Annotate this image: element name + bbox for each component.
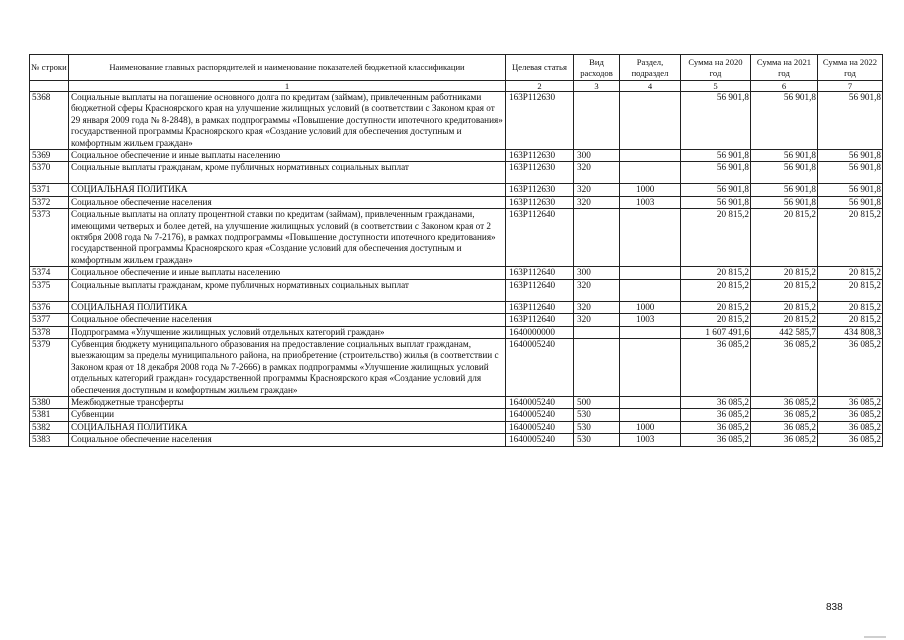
section-cell: 1000	[620, 301, 681, 313]
row-name-cell: Субвенции	[69, 409, 506, 421]
column-number-row	[30, 81, 883, 92]
column-number: 3	[574, 81, 620, 92]
expense-type-cell: 320	[574, 314, 620, 326]
sum-2020-cell: 56 901,8	[681, 150, 751, 162]
row-name-cell: Социальные выплаты гражданам, кроме публичных нормативных социальных выплат	[69, 279, 506, 301]
row-number-cell: 5377	[30, 314, 69, 326]
row-name-cell: Социальные выплаты гражданам, кроме публичных нормативных социальных выплат	[69, 162, 506, 184]
sum-2020-cell: 56 901,8	[681, 184, 751, 196]
sum-2022-cell: 36 085,2	[818, 434, 883, 446]
sum-2022-cell: 20 815,2	[818, 279, 883, 301]
sum-2022-cell: 56 901,8	[818, 92, 883, 150]
sum-2022-cell: 56 901,8	[818, 162, 883, 184]
row-name-cell: Социальное обеспечение населения	[69, 314, 506, 326]
row-name-cell: Социальные выплаты на погашение основного долга по кредитам (займам), привлеченным работниками бюджетной сферы Красноярского края на улучшение жилищных условий (в соответствии с Законом края от 29 января 2009 года № 8-2848), в рамках подпрограммы «Повышение доступности ипотечного кредитования» государственной программы Красноярского края «Создание условий для обеспечения доступным и комфортным жильем граждан»	[69, 92, 506, 150]
table-row	[30, 434, 883, 446]
header-num: № строки	[30, 55, 69, 81]
target-article-cell: 1640005240	[506, 409, 574, 421]
column-number: 6	[751, 81, 818, 92]
expense-type-cell: 530	[574, 434, 620, 446]
expense-type-cell: 300	[574, 267, 620, 279]
sum-2022-cell: 56 901,8	[818, 184, 883, 196]
row-number-cell: 5380	[30, 396, 69, 408]
row-name-cell: СОЦИАЛЬНАЯ ПОЛИТИКА	[69, 184, 506, 196]
sum-2021-cell: 36 085,2	[751, 338, 818, 396]
row-number-cell: 5381	[30, 409, 69, 421]
row-number-cell: 5378	[30, 326, 69, 338]
expense-type-cell	[574, 209, 620, 267]
sum-2020-cell: 20 815,2	[681, 209, 751, 267]
header-code: Целевая статья	[506, 55, 574, 81]
expense-type-cell: 530	[574, 421, 620, 433]
column-number: 4	[620, 81, 681, 92]
expense-type-cell: 500	[574, 396, 620, 408]
table-row	[30, 301, 883, 313]
row-name-cell: СОЦИАЛЬНАЯ ПОЛИТИКА	[69, 421, 506, 433]
section-cell	[620, 267, 681, 279]
sum-2022-cell: 20 815,2	[818, 301, 883, 313]
section-cell: 1003	[620, 196, 681, 208]
table-row	[30, 421, 883, 433]
sum-2020-cell: 36 085,2	[681, 396, 751, 408]
table-row	[30, 338, 883, 396]
table-row	[30, 267, 883, 279]
sum-2022-cell: 36 085,2	[818, 421, 883, 433]
target-article-cell: 163Р112630	[506, 196, 574, 208]
table-row	[30, 314, 883, 326]
column-number: 7	[818, 81, 883, 92]
sum-2020-cell: 56 901,8	[681, 196, 751, 208]
sum-2021-cell: 56 901,8	[751, 196, 818, 208]
sum-2021-cell: 56 901,8	[751, 150, 818, 162]
sum-2020-cell: 36 085,2	[681, 421, 751, 433]
target-article-cell: 163Р112640	[506, 314, 574, 326]
section-cell: 1003	[620, 434, 681, 446]
row-number-cell: 5373	[30, 209, 69, 267]
column-number	[30, 81, 69, 92]
row-number-cell: 5376	[30, 301, 69, 313]
row-name-cell: Социальные выплаты на оплату процентной ставки по кредитам (займам), привлеченным гражданами, имеющими четверых и более детей, на улучшение жилищных условий (в соответствии с Законом края от 2 октября 2008 года № 7-2176), в рамках подпрограммы «Повышение доступности ипотечного кредитования» государственной программы Красноярского края «Создание условий для обеспечения доступным и комфортным жильем граждан»	[69, 209, 506, 267]
expense-type-cell	[574, 92, 620, 150]
table-row	[30, 326, 883, 338]
header-name: Наименование главных распорядителей и наименование показателей бюджетной классификации	[69, 55, 506, 81]
expense-type-cell: 320	[574, 279, 620, 301]
section-cell	[620, 338, 681, 396]
section-cell: 1000	[620, 421, 681, 433]
sum-2020-cell: 20 815,2	[681, 267, 751, 279]
target-article-cell: 163Р112630	[506, 92, 574, 150]
sum-2022-cell: 36 085,2	[818, 338, 883, 396]
table-row	[30, 162, 883, 184]
table-body	[30, 92, 883, 447]
target-article-cell: 163Р112630	[506, 162, 574, 184]
sum-2022-cell: 20 815,2	[818, 209, 883, 267]
target-article-cell: 163Р112630	[506, 184, 574, 196]
row-number-cell: 5375	[30, 279, 69, 301]
table-row	[30, 150, 883, 162]
sum-2021-cell: 36 085,2	[751, 421, 818, 433]
sum-2021-cell: 56 901,8	[751, 92, 818, 150]
target-article-cell: 163Р112630	[506, 150, 574, 162]
sum-2022-cell: 36 085,2	[818, 396, 883, 408]
row-number-cell: 5374	[30, 267, 69, 279]
row-number-cell: 5382	[30, 421, 69, 433]
row-number-cell: 5368	[30, 92, 69, 150]
sum-2021-cell: 442 585,7	[751, 326, 818, 338]
section-cell	[620, 150, 681, 162]
row-name-cell: Субвенция бюджету муниципального образования на предоставление социальных выплат гражданам, выезжающим за пределы муниципального района, на приобретение (строительство) жилья (в соответствии с Законом края от 18 декабря 2008 года № 7-2666) в рамках подпрограммы «Улучшение жилищных условий отдельных категорий граждан» государственной программы Красноярского края «Создание условий для обеспечения доступным и комфортным жильем граждан»	[69, 338, 506, 396]
sum-2022-cell: 56 901,8	[818, 150, 883, 162]
target-article-cell: 163Р112640	[506, 209, 574, 267]
expense-type-cell: 320	[574, 162, 620, 184]
table-row	[30, 92, 883, 150]
sum-2021-cell: 20 815,2	[751, 267, 818, 279]
sum-2022-cell: 56 901,8	[818, 196, 883, 208]
row-name-cell: СОЦИАЛЬНАЯ ПОЛИТИКА	[69, 301, 506, 313]
section-cell: 1003	[620, 314, 681, 326]
target-article-cell: 163Р112640	[506, 267, 574, 279]
row-name-cell: Межбюджетные трансферты	[69, 396, 506, 408]
section-cell: 1000	[620, 184, 681, 196]
page-number: 838	[826, 602, 843, 613]
expense-type-cell: 320	[574, 301, 620, 313]
sum-2020-cell: 36 085,2	[681, 338, 751, 396]
header-vid: Вид расходов	[574, 55, 620, 81]
sum-2022-cell: 20 815,2	[818, 267, 883, 279]
expense-type-cell: 320	[574, 196, 620, 208]
row-name-cell: Социальное обеспечение населения	[69, 434, 506, 446]
target-article-cell: 1640005240	[506, 434, 574, 446]
table-row	[30, 409, 883, 421]
sum-2020-cell: 36 085,2	[681, 434, 751, 446]
target-article-cell: 1640005240	[506, 396, 574, 408]
sum-2021-cell: 56 901,8	[751, 184, 818, 196]
table-row	[30, 184, 883, 196]
row-name-cell: Социальное обеспечение населения	[69, 196, 506, 208]
header-sum-2022: Сумма на 2022 год	[818, 55, 883, 81]
sum-2020-cell: 36 085,2	[681, 409, 751, 421]
sum-2022-cell: 20 815,2	[818, 314, 883, 326]
row-number-cell: 5371	[30, 184, 69, 196]
sum-2021-cell: 20 815,2	[751, 301, 818, 313]
target-article-cell: 163Р112640	[506, 279, 574, 301]
section-cell	[620, 396, 681, 408]
target-article-cell: 1640005240	[506, 421, 574, 433]
row-number-cell: 5379	[30, 338, 69, 396]
section-cell	[620, 162, 681, 184]
sum-2020-cell: 20 815,2	[681, 314, 751, 326]
scan-edge-mark	[864, 636, 886, 638]
section-cell	[620, 209, 681, 267]
sum-2022-cell: 36 085,2	[818, 409, 883, 421]
expense-type-cell	[574, 326, 620, 338]
header-sum-2020: Сумма на 2020 год	[681, 55, 751, 81]
row-number-cell: 5372	[30, 196, 69, 208]
expense-type-cell	[574, 338, 620, 396]
sum-2021-cell: 20 815,2	[751, 209, 818, 267]
table-row	[30, 209, 883, 267]
sum-2021-cell: 20 815,2	[751, 279, 818, 301]
row-number-cell: 5370	[30, 162, 69, 184]
sum-2022-cell: 434 808,3	[818, 326, 883, 338]
table-row	[30, 279, 883, 301]
target-article-cell: 1640000000	[506, 326, 574, 338]
row-name-cell: Социальное обеспечение и иные выплаты населению	[69, 267, 506, 279]
section-cell	[620, 279, 681, 301]
column-number: 5	[681, 81, 751, 92]
row-number-cell: 5383	[30, 434, 69, 446]
section-cell	[620, 326, 681, 338]
column-number: 2	[506, 81, 574, 92]
sum-2020-cell: 1 607 491,6	[681, 326, 751, 338]
header-razdel: Раздел, подраздел	[620, 55, 681, 81]
sum-2021-cell: 36 085,2	[751, 434, 818, 446]
expense-type-cell: 300	[574, 150, 620, 162]
target-article-cell: 1640005240	[506, 338, 574, 396]
target-article-cell: 163Р112640	[506, 301, 574, 313]
sum-2020-cell: 56 901,8	[681, 92, 751, 150]
section-cell	[620, 92, 681, 150]
header-row	[30, 55, 883, 81]
header-sum-2021: Сумма на 2021 год	[751, 55, 818, 81]
sum-2021-cell: 36 085,2	[751, 396, 818, 408]
expense-type-cell: 320	[574, 184, 620, 196]
row-number-cell: 5369	[30, 150, 69, 162]
sum-2021-cell: 20 815,2	[751, 314, 818, 326]
row-name-cell: Подпрограмма «Улучшение жилищных условий отдельных категорий граждан»	[69, 326, 506, 338]
sum-2020-cell: 56 901,8	[681, 162, 751, 184]
sum-2020-cell: 20 815,2	[681, 301, 751, 313]
table-row	[30, 196, 883, 208]
expense-type-cell: 530	[574, 409, 620, 421]
row-name-cell: Социальное обеспечение и иные выплаты населению	[69, 150, 506, 162]
sum-2020-cell: 20 815,2	[681, 279, 751, 301]
sum-2021-cell: 36 085,2	[751, 409, 818, 421]
column-number: 1	[69, 81, 506, 92]
budget-table	[29, 54, 883, 447]
table-row	[30, 396, 883, 408]
sum-2021-cell: 56 901,8	[751, 162, 818, 184]
section-cell	[620, 409, 681, 421]
